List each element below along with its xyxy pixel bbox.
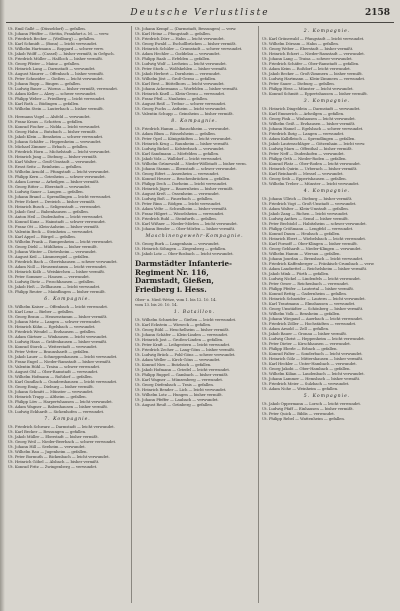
list-entry: Ut. Jakob Oppermann — Lorsch — leicht verwundet. bbox=[262, 401, 361, 406]
list-entry: Ut. Peter Dieter — Kirschhausen — verwundet. bbox=[262, 341, 351, 346]
list-entry: Ut. Adam Keim — Roßdorf — leicht verwundet. bbox=[262, 66, 351, 71]
list-entry: Ut. Georg Seib — Eppertshausen — gefallen. bbox=[262, 176, 347, 181]
list-entry: Ut. Karl Roth — Büdingen — gefallen. bbox=[8, 101, 80, 106]
list-entry: Ut. Friedrich Wendel — Erzhausen — gefallen. bbox=[8, 329, 96, 334]
section-heading: 2. Kompagnie. bbox=[303, 29, 351, 34]
list-entry: Ut. Georg Jakobi — Ober-Hambach — gefallen. bbox=[262, 366, 351, 371]
list-entry: Ut. Ludwig Sauer — Langen — gefallen. bbox=[8, 189, 84, 194]
list-entry: Ut. Wilhelm Hartmann — Boppard — schwer verw. bbox=[8, 46, 104, 51]
list-entry: Ut. Heinrich Göbel — Alsbach — bisher vermißt. bbox=[8, 459, 100, 464]
list-entry: Ut. Heinrich Dingeldein — Darmstadt — verwundet. bbox=[262, 106, 361, 111]
list-entry: Ut. Ludwig Eckhardt — Sickenhofen — verwundet. bbox=[8, 409, 105, 414]
list-entry: Ut. Hermann Vogel — Alsfeld — verwundet. bbox=[8, 114, 91, 119]
list-entry: Ut. Friedrich Bach — Obertshausen — schwer verwundet. bbox=[8, 259, 118, 264]
list-entry: Ut. Karl Becker — Bessungen — gefallen. bbox=[8, 429, 87, 434]
list-entry: Ut. Heinrich Busch — Seligenstadt — verwundet. bbox=[8, 204, 101, 209]
list-entry: Ut. Peter Bormuth — Bickenbach — leicht verwundet. bbox=[8, 454, 110, 459]
list-entry: Ut. Georg Diehl — Mühlheim — bisher vermißt. bbox=[8, 244, 98, 249]
list-entry: Ut. Adam Walter — Klein-Umstadt — gefallen. bbox=[262, 206, 349, 211]
list-entry: Ut. Ludwig Wolf — Leeheim — leicht verwundet. bbox=[135, 61, 227, 66]
list-entry: Ut. Georg Braun — Heusenstamm — bisher vermißt. bbox=[8, 314, 108, 319]
list-entry: Ut. Jakob Volz — Walldorf — leicht verwundet. bbox=[135, 156, 223, 161]
list-entry: Ut. Philipp Raab — Erfelden — gefallen. bbox=[135, 56, 211, 61]
list-entry: Ut. Philipp Rebel — Wattenheim — gefallen. bbox=[262, 416, 345, 421]
list-entry: Ut. Philipp Weber — Friedberg — leicht verwundet. bbox=[8, 96, 106, 101]
list-entry: Ut. Johann Schäfer — Klein-Linden — verwundet. bbox=[135, 332, 229, 338]
list-entry: Ut. Adam Blum — Rüsselsheim — gefallen. bbox=[135, 131, 216, 136]
list-entry: Ut. Georg Ewald — Eschollbrücken — bisher vermißt. bbox=[135, 41, 237, 46]
list-entry: Ut. Johann Ullrich — Dieburg — bisher vermißt. bbox=[262, 196, 353, 201]
list-entry: Ut. Adam Hechler — Goddelau — verwundet. bbox=[135, 51, 221, 56]
list-entry: Ut. Valentin Rühl — Traisa — schwer verwundet. bbox=[8, 364, 101, 369]
list-entry: Ut. Johann Hamel — Egelsbach — schwer verwundet. bbox=[262, 126, 364, 131]
list-entry: Ut. Johann Bender — Ober-Mörlen — bisher vermißt. bbox=[135, 226, 236, 231]
list-entry: Ut. Adam Nohe — Weinheim — gefallen. bbox=[262, 386, 339, 391]
list-entry: Ut. August Reiß — Trebur — schwer verwundet. bbox=[135, 101, 227, 106]
list-entry: Ut. Wilhelm Frank — Rumpenheim — leicht verwundet. bbox=[8, 239, 113, 244]
list-entry: Ut. Peter Oeser — Reichenbach — verwundet. bbox=[262, 281, 349, 286]
list-entry: Ut. Jakob Wolff — (Cassel) — bisher vermißt, in Gefgsch. bbox=[8, 51, 115, 56]
section-heading: 4. Kompagnie. bbox=[303, 189, 351, 194]
list-entry: Ut. Georg Fink — Wixhausen — leicht verwundet. bbox=[262, 116, 356, 121]
list-entry: Ut. Jakob Herbert — Dornheim — verwundet. bbox=[135, 71, 221, 76]
list-entry: Ut. Konrad Falter — Sonderbach — leicht verwundet. bbox=[262, 351, 363, 356]
list-entry: Ut. Ludwig Pfaff — Einhausen — bisher vermißt. bbox=[262, 406, 354, 411]
list-entry: Ut. Friedrich Zöller — Hochstädten — verwundet. bbox=[262, 321, 357, 326]
list-entry: Ober- u. Nied.-Wetze, vom 1. bis 12. 10. 14. bbox=[135, 297, 217, 303]
list-entry: Ut. Adam Arnold — Zell — gefallen. bbox=[262, 326, 330, 331]
list-entry: Ut. Georg Eifert — Assenheim — verwundet. bbox=[135, 171, 220, 176]
list-entry: Ut. August Keil — Lämmerspiel — gefallen. bbox=[8, 254, 90, 259]
list-entry: Ut. Karl Reinhardt — Messel — verwundet. bbox=[262, 171, 344, 176]
list-entry: Ut. Johann Brand — Sprendlingen — leicht verwundet. bbox=[8, 194, 112, 199]
section-heading: 1. Bataillon. bbox=[173, 310, 216, 316]
list-entry: Ut. Johann Wiegand — Auerbach — leicht verwundet. bbox=[262, 316, 363, 321]
list-entry: Ut. Philipp Orth — Nieder-Roden — gefallen. bbox=[262, 156, 347, 161]
list-entry: Ut. Michael Zimmer — Erbach — gefallen. bbox=[8, 144, 88, 149]
section-heading: 5. Kompagnie. bbox=[303, 394, 351, 399]
list-entry: Ut. Wilhelm Hofmann — Roßdorf — gefallen. bbox=[8, 374, 93, 379]
list-entry: Ut. Ernst Seitz — Reinheim — gefallen. bbox=[8, 164, 82, 169]
list-entry: Ut. Georg Gebhardt — Nieder-Klingen — verwundet. bbox=[262, 246, 362, 251]
list-entry: Ut. Franz Pfeil — Nauheim — gefallen. bbox=[135, 96, 208, 101]
list-entry: Ut. Heinrich Söhngen — Ziegenberg — gefallen. bbox=[135, 246, 227, 251]
list-entry: Ut. Ludwig Christ — Heppenheim — leicht verwundet. bbox=[262, 336, 365, 341]
column-1 bbox=[8, 26, 127, 605]
list-entry: Ut. Karl Lenz — Bieber — gefallen. bbox=[8, 309, 74, 314]
list-entry: Ut. Ludwig Hartmann — Klein-Zimmern — verwundet. bbox=[262, 76, 366, 81]
list-entry: Ut. Philipp Löw — Harpertshausen — leicht verwundet. bbox=[8, 399, 113, 404]
list-entry: Ut. Georg Fuchs — Astheim — leicht verwundet. bbox=[135, 106, 227, 111]
list-entry: Ut. Peter Sommer — Hausen — verwundet. bbox=[8, 274, 90, 279]
list-entry: Ut. Wilhelm Lotz — Hungen — bisher vermißt. bbox=[135, 392, 223, 398]
list-entry: Ut. Karl Emmerich — Arheilgen — gefallen. bbox=[262, 111, 345, 116]
list-entry: Ut. Wilhelm Arnold — Pfungstadt — leicht verwundet. bbox=[8, 169, 110, 174]
list-entry: Ut. Jakob Zang — Richen — leicht verwundet. bbox=[262, 211, 349, 216]
list-entry: Ut. Peter Eckert — Dreieich — bisher vermißt. bbox=[8, 199, 96, 204]
list-entry: Ut. Johann Hill — Seeheim — verwundet. bbox=[8, 444, 86, 449]
list-entry: Ut. Ludwig Haas — Gräfenhausen — bisher vermißt. bbox=[8, 339, 108, 344]
list-entry: Ut. Franz Kraus — Schotten — gefallen. bbox=[8, 119, 84, 124]
list-entry: Ut. Georg Weber — Eberstadt — bisher vermißt. bbox=[262, 46, 354, 51]
list-entry: Ut. Konrad Fischer — Nidda — leicht verwundet. bbox=[8, 124, 101, 129]
list-entry: Ut. Karl Fornoff — Ober-Klingen — bisher vermißt. bbox=[262, 241, 358, 246]
list-entry: Ut. Konrad Heuser — Bruchenbrücken — gefallen. bbox=[135, 176, 231, 181]
list-entry: Ut. Georg Ritter — Eberstadt — verwundet. bbox=[8, 184, 91, 189]
list-entry: Ut. Friedrich Schäfer — Ober-Ramstadt — gefallen. bbox=[262, 61, 360, 66]
list-entry: Ut. Anton Heil — Dudenhofen — leicht verwundet. bbox=[8, 214, 104, 219]
list-entry: Ut. Ludwig Brück — Pohl-Göns — schwer verwundet. bbox=[135, 352, 236, 358]
list-entry: Ut. Adam Lorenz — Arheilgen — bisher vermißt. bbox=[8, 179, 100, 184]
column-divider-2 bbox=[258, 26, 259, 603]
list-entry: Ut. Johann Rupp — Bingen — gefallen. bbox=[8, 81, 81, 86]
list-entry: Ut. Wilhelm Dörsam — Hahn — gefallen. bbox=[262, 41, 339, 46]
list-entry: Ut. Wilhelm Geiß — Erzhausen — bisher vermißt. bbox=[262, 121, 356, 126]
list-entry: Ut. Peter Opel — Königstädten — leicht verwundet. bbox=[135, 136, 232, 141]
list-entry: Ut. Friedrich Becker — (Weilburg) — gefallen. bbox=[8, 36, 95, 41]
list-entry: Ut. Adam Kalbfleisch — Sprendlingen — gefallen. bbox=[262, 136, 356, 141]
list-entry: Ut. Friedrich Zecher — Lang-Göns — bisher vermißt. bbox=[135, 347, 236, 353]
list-entry: Ut. Friedrich Müller — Haßloch — bisher vermißt. bbox=[8, 56, 103, 61]
section-heading: 7. Kompagnie. bbox=[44, 417, 91, 422]
list-entry: Ut. Friedrich Vogt — Groß-Umstadt — verwundet. bbox=[262, 201, 357, 206]
list-entry: Ut. Ludwig Nickel — Lindenfels — leicht verwundet. bbox=[262, 276, 361, 281]
list-entry: Ut. Peter Bechtold — Habitzheim — schwer verwundet. bbox=[262, 221, 367, 226]
list-entry: Ut. Karl Schmidt — (Bonn) — leicht verwundet. bbox=[8, 41, 98, 46]
list-entry: Ut. Philipp Eberle — Erbach — gefallen. bbox=[262, 346, 338, 351]
list-entry: Ut. Peter Rinn — Rödgen — leicht verwundet. bbox=[135, 201, 222, 206]
list-entry: Ut. Konrad Fritz — Zwingenberg — verwundet. bbox=[8, 464, 98, 469]
list-entry: Ut. Heinrich Knell — Klein-Gerau — verwundet. bbox=[135, 91, 226, 96]
header-rule bbox=[6, 22, 394, 23]
list-entry: Ut. Heinrich Krug — Raunheim — bisher vermißt. bbox=[135, 141, 230, 146]
list-entry: Ut. Heinrich Quirin — Urberach — bisher vermißt. bbox=[262, 166, 358, 171]
list-entry: Ut. Heinrich Jost — Großen-Linden — gefallen. bbox=[135, 337, 224, 343]
list-entry: Ut. Peter Neff — Dudenhofen — verwundet. bbox=[262, 151, 345, 156]
list-entry: Ut. Friedrich Ruhl — Steinfurth — gefallen. bbox=[135, 216, 217, 221]
list-entry: Ut. Wilhelm Kaiser — Offenbach — leicht verwundet. bbox=[8, 304, 109, 309]
list-entry: Ut. Johann Winter — Dietesheim — verwundet. bbox=[8, 249, 97, 254]
list-entry: Ut. Karl Eckstein — Wieseck — gefallen. bbox=[135, 322, 212, 328]
list-entry: Ut. Friedrich Kaffenberger — Fränkisch-Crumbach — verw. bbox=[262, 261, 375, 266]
page-title: Deutsche Verlustliste bbox=[130, 8, 270, 18]
list-entry: Ut. Peter Sauer — Dieburg — gefallen. bbox=[262, 81, 335, 86]
list-entry: Ut. Wilhelm Hamm — Wersau — gefallen. bbox=[262, 251, 341, 256]
list-entry: Ut. Ludwig Marx — Offenthal — bisher vermißt. bbox=[262, 146, 353, 151]
list-entry: Ut. Konrad Nies — Butzbach — gefallen. bbox=[135, 362, 212, 368]
list-entry: Ut. Wilhelm Treber — Münster — leicht verwundet. bbox=[262, 181, 360, 186]
list-entry: Ut. Adam Noll — Heusenstamm — leicht verwundet. bbox=[8, 264, 107, 269]
list-entry: Ut. Karl Wagner — Münzenberg — verwundet. bbox=[135, 377, 223, 383]
list-entry: Ut. Jakob Mink — Fürth — gefallen. bbox=[262, 271, 330, 276]
list-entry: Ut. Jakob Heß — Zellhausen — leicht verwundet. bbox=[8, 284, 101, 289]
list-entry: Ut. August Kreß — Ossenheim — verwundet. bbox=[135, 191, 220, 196]
list-entry: Ut. Ludwig Anthes — Semd — bisher vermißt. bbox=[262, 216, 349, 221]
list-entry: Ut. Ludwig Bickel — Kelsterbach — verwundet. bbox=[135, 146, 225, 151]
page-header bbox=[6, 8, 394, 22]
column-2 bbox=[135, 26, 254, 605]
list-entry: Ut. Karl Gundlach — Gundernhausen — leicht verwundet. bbox=[8, 379, 118, 384]
list-entry: Ut. Jakob Hofmann — Griedel — leicht verwundet. bbox=[135, 367, 230, 373]
list-entry: Ut. Karl Sandmann — Mörfelden — gefallen. bbox=[135, 151, 220, 156]
list-entry: Ut. Heinrich Eckert — Nieder-Ramstadt — verwundet. bbox=[262, 51, 365, 56]
list-entry: Ut. Konrad Kunz — Hainstadt — schwer verwundet. bbox=[8, 219, 106, 224]
list-entry: Ut. Johann Pfeffer — Laubach — verwundet. bbox=[135, 397, 219, 403]
list-entry: Ut. Konrad Daum — Heubach — gefallen. bbox=[262, 231, 341, 236]
list-entry: Ut. Peter Quick — Biblis — verwundet. bbox=[262, 411, 335, 416]
list-entry: Ut. Ludwig Bauer — Worms — bisher vermißt, verwundet. bbox=[8, 86, 118, 91]
list-entry: Ut. Adam Velte — Schwalheim — bisher vermißt. bbox=[135, 206, 228, 211]
list-entry: Ut. Jakob Becker — Groß-Zimmern — bisher vermißt. bbox=[262, 71, 363, 76]
list-entry: Ut. August Maurer — Offenbach — bisher vermißt. bbox=[8, 71, 104, 76]
list-entry: Ut. Konrad Platz — Ober-Roden — leicht verwundet. bbox=[262, 161, 361, 166]
list-entry: Ut. Johann Schäfer — Heppenheim — verwundet. bbox=[8, 139, 102, 144]
list-entry: Ut. Karl Heinz — Pfungstadt — gefallen. bbox=[135, 31, 211, 36]
list-entry: Ut. Peter Kraft — Leihgestern — leicht verwundet. bbox=[135, 342, 231, 348]
list-entry: Ut. Georg Umstädter — Schönberg — bisher vermißt. bbox=[262, 306, 364, 311]
list-entry: Ut. Jakob Klein — Bensheim — schwer verwundet. bbox=[8, 134, 104, 139]
list-entry: Ut. Karl Best — Büttelborn — leicht verwundet. bbox=[135, 81, 225, 86]
list-entry: Ut. Heinrich Schneider — Lautern — leicht verwundet. bbox=[262, 296, 366, 301]
list-entry: Ut. Johann Pfeiffer — Stettin, Frankfurt a. M. — verw. bbox=[8, 31, 109, 36]
list-entry: Ut. Konrad Rettig — Gadernheim — gefallen. bbox=[262, 291, 347, 296]
list-entry: Ut. Valentin Schupp — Geinsheim — bisher vermißt. bbox=[135, 111, 234, 116]
list-entry: Ut. Johann Metz — Langen — schwer verwundet. bbox=[8, 319, 101, 324]
list-entry: Ut. Jakob Lautenschläger — Götzenhain — leicht verw. bbox=[262, 141, 366, 146]
list-entry: Ut. Philipp Crößmann — Lengfeld — verwundet. bbox=[262, 226, 354, 231]
list-entry: Ut. Wilhelm Grünewald — Nieder-Wöllstadt — bisher verm. bbox=[135, 161, 247, 166]
list-entry: Ut. Konrad Storck — Weiterstadt — verwundet. bbox=[8, 344, 98, 349]
column-divider-1 bbox=[131, 26, 132, 603]
list-entry: Ut. Emil Gallé — (Düsseldorf) — gefallen. bbox=[8, 26, 86, 31]
list-entry: Ut. Friedrich Ihrig — Langen — verwundet. bbox=[262, 131, 345, 136]
list-entry: Ut. Heinrich Schüler — Crumstadt — schwer verwundet. bbox=[135, 46, 243, 51]
list-entry: Ut. Heinrich Gölz — Mittershausen — bisher vermißt. bbox=[262, 356, 364, 361]
list-entry: Ut. Wilhelm Kilian — Laudenbach — leicht verwundet. bbox=[262, 371, 365, 376]
list-entry: Ut. Georg Rühl — Heuchelheim — bisher vermißt. bbox=[135, 327, 230, 333]
list-entry: Ut. Jakob Lotz — Ober-Rosbach — leicht verwundet. bbox=[135, 251, 234, 256]
list-entry: Ut. Georg Pfister — Mainz — gefallen. bbox=[8, 61, 80, 66]
list-entry: Ut. Karl Appel — Bürgel — gefallen. bbox=[8, 234, 76, 239]
list-entry: Ut. Georg Emig — Dieburg — bisher vermißt. bbox=[8, 384, 94, 389]
regiment-heading: Darmstädter Infanterie-Regiment Nr. 116, Darmstadt, Gießen, Friedberg i. Hess. bbox=[135, 259, 233, 294]
list-entry: Ut. Heinrich Jung — Dieburg — bisher vermißt. bbox=[8, 154, 98, 159]
list-entry: Ut. August Ohl — Ober-Ramstadt — verwundet. bbox=[8, 369, 99, 374]
list-entry: Ut. Adam Wagner — Babenhausen — bisher vermißt. bbox=[8, 404, 108, 409]
list-entry: Ut. Philipp Ruppel — Gambach — bisher vermißt. bbox=[135, 372, 229, 378]
list-entry: Ut. Friedrich Schwarz — Darmstadt — leicht verwundet. bbox=[8, 424, 115, 429]
list-entry: Ut. Johann Stamm — Ilbenstadt — schwer verwundet. bbox=[135, 166, 237, 171]
list-entry: Ut. Georg Weil — Nieder-Beerbach — schwer verwundet. bbox=[8, 439, 117, 444]
list-entry: Ut. Johann Jourdan — Brensbach — leicht verwundet. bbox=[262, 256, 364, 261]
list-entry: Ut. Philipp Reuter — Mainflingen — bisher vermißt. bbox=[8, 289, 106, 294]
list-entry: Ut. Philipp Hess — Münster — leicht verwundet. bbox=[262, 86, 354, 91]
list-entry: Ut. Ludwig Dietz — Froschhausen — gefallen. bbox=[8, 279, 95, 284]
list-entry: Ut. Heinrich Jäger — Bauernheim — bisher vermißt. bbox=[135, 186, 234, 191]
list-entry: Ut. Wilhelm Schneider — Gießen — leicht verwundet. bbox=[135, 317, 237, 323]
list-entry: Ut. Franz Hilgert — Wisselsheim — verwundet. bbox=[135, 211, 225, 216]
list-entry: Ut. Philipp Pfeifer — Lautertal — bisher vermißt. bbox=[262, 286, 355, 291]
list-entry: Ut. Wilhelm Rau — Jugenheim — gefallen. bbox=[8, 449, 88, 454]
list-entry: Ut. Adam Keller — Alzey — schwer verwundet. bbox=[8, 91, 97, 96]
list-entry: Ut. Karl Trautmann — Elmshausen — verwundet. bbox=[262, 301, 356, 306]
list-entry: Ut. Jakob Müller — Eberstadt — bisher vermißt. bbox=[8, 434, 99, 439]
list-entry: Ut. Georg Hahn — Butzbach — bisher vermißt. bbox=[8, 129, 97, 134]
list-entry: Ut. Jakob Bauer — Gronau — bisher vermißt. bbox=[262, 331, 347, 336]
list-entry: Ut. Johann Schmitt — Münster — verwundet. bbox=[8, 389, 94, 394]
section-heading: 6. Kompagnie. bbox=[44, 297, 91, 302]
list-entry: Ut. Heinrich Ebert — Wiebelsbach — leicht verwundet. bbox=[262, 236, 366, 241]
list-entry: Ut. Jakob Graf — Babenhausen — gefallen. bbox=[8, 209, 89, 214]
list-entry: Ut. Friedrich Hamm — Bauschheim — verwundet. bbox=[135, 126, 230, 131]
list-entry: Ut. Karl Wißner — Nieder-Mörlen — leicht verwundet. bbox=[135, 221, 238, 226]
list-entry: Ut. Philipp Kern — Griesheim — schwer verwundet. bbox=[8, 174, 106, 179]
page-number: 2158 bbox=[364, 8, 390, 18]
list-entry: Ut. Adam Landzettel — Reichelsheim — bisher vermißt. bbox=[262, 266, 368, 271]
list-entry: Ut. Adam Gärtner — Wixhausen — leicht verwundet. bbox=[8, 334, 108, 339]
list-entry: Ut. Heinrich Kolb — Weiskirchen — bisher vermißt. bbox=[8, 269, 106, 274]
list-entry: Ut. Heinrich Kühn — Egelsbach — verwundet. bbox=[8, 324, 96, 329]
list-entry: Ut. Wilhelm Jöst — Groß-Gerau — gefallen. bbox=[135, 76, 217, 81]
list-entry: Ut. Georg Diefenbach — Trais — gefallen. bbox=[135, 382, 214, 388]
list-entry: Ut. Heinrich Bender — Lich — leicht verwundet. bbox=[135, 387, 227, 393]
list-entry: Ut. Karl Walter — Groß-Umstadt — verwundet. bbox=[8, 159, 97, 164]
list-entry: Ut. Georg Burk — Langenhain — verwundet. bbox=[135, 241, 220, 246]
list-entry: Ut. Friedrich Horn — Michelstadt — leicht verwundet. bbox=[8, 149, 111, 154]
list-entry: Ut. Friedrich Meier — Sulzbach — verwundet. bbox=[262, 381, 350, 386]
section-heading: Maschinengewehr-Kompagnie. bbox=[145, 234, 244, 239]
list-entry: Ut. Peter Stork — Wolfskehlen — bisher vermißt. bbox=[135, 66, 228, 71]
list-entry: Ut. Franz Engel — Nieder-Ramstadt — bisher vermißt. bbox=[8, 359, 112, 364]
list-entry: Ut. Johann Lammer — Hemsbach — bisher vermißt. bbox=[262, 376, 361, 381]
list-entry: Ut. Adam Weller — Kirch-Göns — verwundet. bbox=[135, 357, 221, 363]
list-entry: Ut. Peter Schneider — Gießen — leicht verwundet. bbox=[8, 76, 104, 81]
list-entry: Ut. Ludwig Boß — Fauerbach — gefallen. bbox=[135, 196, 213, 201]
list-entry: Ut. Wilhelm Volk — Bensheim — gefallen. bbox=[262, 311, 341, 316]
list-entry: Ut. Konrad Schmitt — Eppertshausen — bisher vermißt. bbox=[262, 91, 368, 96]
list-entry: Ut. Karl Grünewald — Pfungstadt — leicht verwundet. bbox=[262, 36, 365, 41]
list-entry: Ut. Johann Kempf — (Darmstadt, Bessungen) — verw. bbox=[135, 26, 237, 31]
list-entry: Ut. Valentin Beck — Steinheim — verwundet. bbox=[8, 229, 94, 234]
scan-edge-shadow bbox=[0, 0, 5, 611]
list-entry: Ut. Johann Ackermann — Worfelden — bisher vermißt. bbox=[135, 86, 239, 91]
column-3 bbox=[262, 26, 392, 605]
list-entry: Ut. Philipp Dech — Dorheim — leicht verwundet. bbox=[135, 181, 228, 186]
list-entry: Ut. Jakob Lauer — Schneppenhausen — leicht verwundet. bbox=[8, 354, 118, 359]
list-entry: Ut. Karl Heckler — Unter-Hambach — verwundet. bbox=[262, 361, 357, 366]
list-entry: vom 13. bis 20. 10. 14. bbox=[135, 302, 178, 308]
list-entry: Ut. Wilhelm Stein — Lauterbach — bisher vermißt. bbox=[8, 106, 104, 111]
list-entry: Ut. Johann Lang — Traisa — schwer verwundet. bbox=[262, 56, 353, 61]
list-entry: Ut. Friedrich Dörr — Hahn — leicht verwundet. bbox=[135, 36, 225, 41]
list-entry: Ut. August Reuß — Grünberg — gefallen. bbox=[135, 402, 213, 408]
section-heading: 3. Kompagnie. bbox=[303, 99, 351, 104]
list-entry: Ut. Heinrich Trapp — Altheim — gefallen. bbox=[8, 394, 87, 399]
section-heading: 8. Kompagnie. bbox=[171, 119, 218, 124]
list-entry: Ut. Peter Vetter — Braunshardt — gefallen. bbox=[8, 349, 90, 354]
list-entry: Ut. Franz Ott — Klein-Auheim — bisher vermißt. bbox=[8, 224, 100, 229]
list-entry: Ut. Heinrich Lang — Darmstadt — verwundet. bbox=[8, 66, 96, 71]
